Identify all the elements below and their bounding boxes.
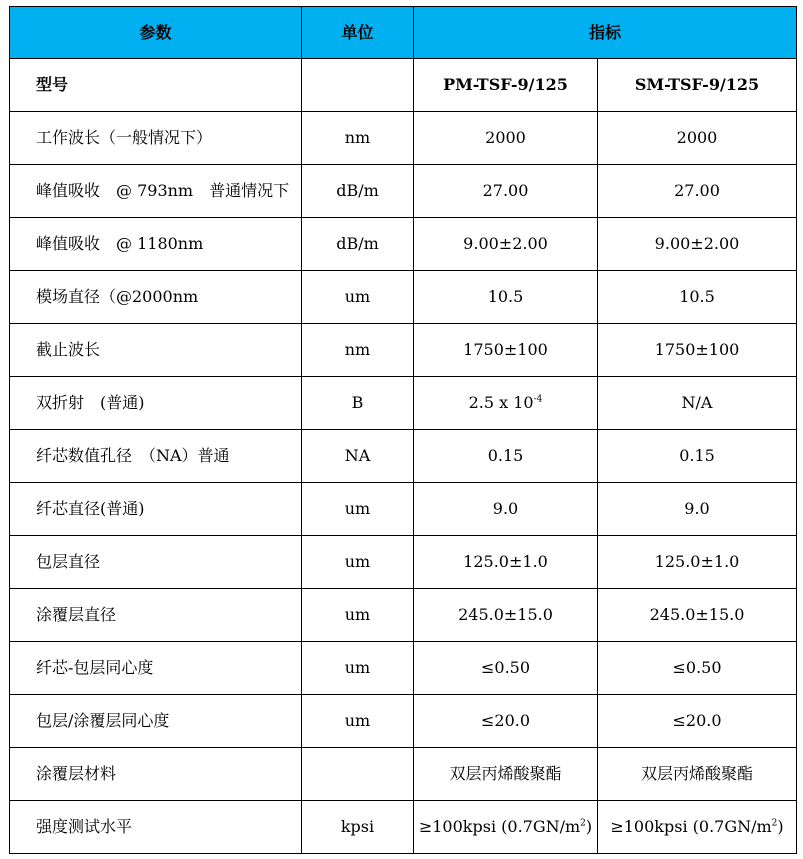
table-header-row xyxy=(10,7,797,59)
row-label: 峰值吸收 @ 1180nm xyxy=(10,218,302,271)
table-row xyxy=(10,536,797,589)
row-label: 包层/涂覆层同心度 xyxy=(10,695,302,748)
row-value-a: 27.00 xyxy=(414,165,598,218)
row-unit: um xyxy=(302,536,414,589)
value-text: ≥100kpsi (0.7GN/m xyxy=(418,817,581,837)
row-unit: kpsi xyxy=(302,801,414,854)
row-label: 纤芯数值孔径 （NA）普通 xyxy=(10,430,302,483)
row-value-a: ≤20.0 xyxy=(414,695,598,748)
value-tail: ) xyxy=(777,817,784,837)
row-unit: um xyxy=(302,642,414,695)
table-row xyxy=(10,271,797,324)
row-value-b: 245.0±15.0 xyxy=(598,589,797,642)
model-label: 型号 xyxy=(10,59,302,112)
row-value-b: 双层丙烯酸聚酯 xyxy=(598,748,797,801)
row-label: 纤芯直径(普通) xyxy=(10,483,302,536)
row-value-b: ≤0.50 xyxy=(598,642,797,695)
table-row xyxy=(10,165,797,218)
row-label: 纤芯-包层同心度 xyxy=(10,642,302,695)
table-row xyxy=(10,377,797,430)
row-label: 涂覆层直径 xyxy=(10,589,302,642)
row-value-a: 9.00±2.00 xyxy=(414,218,598,271)
value-text: 2.5 x 10 xyxy=(468,393,534,413)
row-value-b: 10.5 xyxy=(598,271,797,324)
row-unit: dB/m xyxy=(302,165,414,218)
table-row xyxy=(10,430,797,483)
table-row xyxy=(10,748,797,801)
row-value-b: 27.00 xyxy=(598,165,797,218)
exponent: 2 xyxy=(580,819,586,830)
row-value-a xyxy=(414,801,598,854)
row-unit: um xyxy=(302,271,414,324)
table-row xyxy=(10,483,797,536)
model-row xyxy=(10,59,797,112)
row-label: 截止波长 xyxy=(10,324,302,377)
row-value-b: 1750±100 xyxy=(598,324,797,377)
row-label: 模场直径（@2000nm xyxy=(10,271,302,324)
row-unit: B xyxy=(302,377,414,430)
row-value-b: ≤20.0 xyxy=(598,695,797,748)
row-unit: um xyxy=(302,589,414,642)
row-value-a: 0.15 xyxy=(414,430,598,483)
header-unit: 单位 xyxy=(302,7,414,59)
table-row xyxy=(10,218,797,271)
value-tail: ) xyxy=(585,817,593,837)
table-row xyxy=(10,642,797,695)
row-value-a: 双层丙烯酸聚酯 xyxy=(414,748,598,801)
row-unit xyxy=(302,748,414,801)
row-value-b: N/A xyxy=(598,377,797,430)
row-label: 峰值吸收 @ 793nm 普通情况下 xyxy=(10,165,302,218)
value-text: ≥100kpsi (0.7GN/m xyxy=(610,817,772,837)
row-label: 双折射 (普通) xyxy=(10,377,302,430)
spec-table xyxy=(9,6,797,854)
model-a: PM-TSF-9/125 xyxy=(414,59,598,112)
row-unit: dB/m xyxy=(302,218,414,271)
model-b: SM-TSF-9/125 xyxy=(598,59,797,112)
row-value-b: 9.0 xyxy=(598,483,797,536)
row-value-b: 125.0±1.0 xyxy=(598,536,797,589)
row-unit: NA xyxy=(302,430,414,483)
table-row xyxy=(10,324,797,377)
row-value-a: 125.0±1.0 xyxy=(414,536,598,589)
model-unit xyxy=(302,59,414,112)
header-spec: 指标 xyxy=(414,7,797,59)
row-unit: um xyxy=(302,695,414,748)
row-value-b xyxy=(598,801,797,854)
row-label: 涂覆层材料 xyxy=(10,748,302,801)
row-value-a: 245.0±15.0 xyxy=(414,589,598,642)
row-value-a: 1750±100 xyxy=(414,324,598,377)
row-label: 包层直径 xyxy=(10,536,302,589)
row-value-a: 10.5 xyxy=(414,271,598,324)
exponent: -4 xyxy=(533,395,543,406)
table-row xyxy=(10,695,797,748)
table-row xyxy=(10,589,797,642)
row-value-a: 9.0 xyxy=(414,483,598,536)
table-row xyxy=(10,801,797,854)
row-value-a: 2000 xyxy=(414,112,598,165)
row-value-b: 0.15 xyxy=(598,430,797,483)
row-value-b: 2000 xyxy=(598,112,797,165)
table-row xyxy=(10,112,797,165)
row-label: 强度测试水平 xyxy=(10,801,302,854)
row-unit: nm xyxy=(302,112,414,165)
header-param: 参数 xyxy=(10,7,302,59)
row-label: 工作波长（一般情况下） xyxy=(10,112,302,165)
row-value-a xyxy=(414,377,598,430)
row-unit: um xyxy=(302,483,414,536)
row-value-a: ≤0.50 xyxy=(414,642,598,695)
row-unit: nm xyxy=(302,324,414,377)
row-value-b: 9.00±2.00 xyxy=(598,218,797,271)
exponent: 2 xyxy=(771,819,778,830)
